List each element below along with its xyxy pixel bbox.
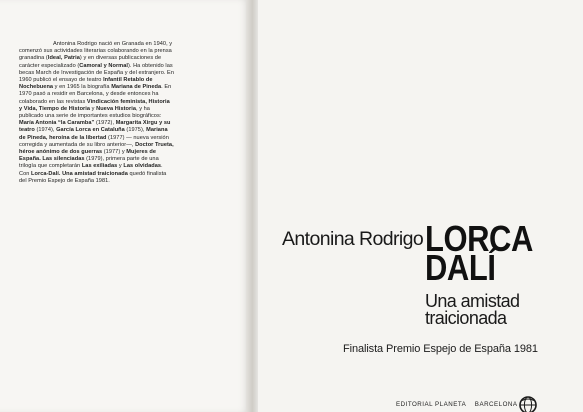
bio-text-run: (1974),	[34, 127, 57, 134]
bio-title-run: Doctor Trueta, héroe anónimo de dos guerras	[19, 141, 174, 156]
author-name: Antonina Rodrigo	[282, 228, 424, 250]
book-title	[425, 218, 533, 288]
bio-text-run: y	[117, 163, 124, 170]
subtitle-line-1: Una amistad	[425, 291, 520, 311]
bio-title-run: Ideal, Patria	[47, 55, 80, 62]
author-biography	[19, 41, 174, 185]
bio-text-run: . Con	[19, 163, 163, 177]
planeta-globe-logo-icon	[517, 394, 539, 412]
bio-text-run: (1977) y	[102, 149, 127, 156]
bio-text-run: quedó finalista del Premio Espejo de España 1981.	[19, 170, 167, 184]
subtitle-line-2: traicionada	[425, 308, 507, 328]
bio-title-run: Las olvidadas	[123, 163, 162, 170]
bio-title-run: Las exiliadas	[81, 163, 118, 170]
bio-text-run: (1972),	[94, 120, 116, 127]
title-line-2: DALÍ	[425, 247, 496, 288]
bio-text-run: (1975),	[124, 127, 147, 134]
biography-paragraph	[19, 41, 174, 185]
bio-title-run: Vindicación feminista, Historia y Vida, Tiempo de Historia	[19, 98, 170, 112]
bio-text-run: ) y en diversas publicaciones de carácter especializado (	[19, 55, 162, 69]
bio-title-run: Mariana de Pineda	[111, 84, 162, 91]
prize-note: Finalista Premio Espejo de España 1981	[343, 343, 538, 355]
bio-title-run: Mujeres de España. Las silenciadas	[19, 149, 157, 163]
bio-title-run: Lorca-Dalí. Una amistad traicionada	[31, 170, 128, 177]
title-line-1: LORCA	[425, 218, 533, 259]
bio-text-run: y	[90, 105, 97, 112]
bio-title-run: Mariana de Pineda, heroína de la libertad	[19, 127, 168, 141]
bio-text-run: . En 1970 pasó a residir en Barcelona, y desde entonces ha colaborado en las revistas	[19, 84, 172, 105]
bio-title-run: Margarita Xirgu y su teatro	[19, 120, 171, 134]
bio-title-run: María Antonia “la Caramba”	[19, 120, 95, 127]
publisher-imprint: EDITORIAL PLANETA BARCELONA	[396, 401, 518, 408]
book-subtitle	[425, 293, 519, 327]
bio-text-run: (1977) — nueva versión corregida y aumentada de su libro anterior—,	[19, 134, 169, 148]
bio-title-run: García Lorca en Cataluña	[56, 127, 125, 134]
left-page	[0, 0, 249, 412]
bio-title-run: Infantil Retablo de Nochebuena	[19, 77, 153, 91]
bio-title-run: Camoral y Normal	[79, 62, 128, 69]
bio-title-run: Nueva Historia	[96, 105, 136, 112]
bio-text-run: (1979), primera parte de una trilogía que completarán	[19, 156, 159, 170]
bio-text-run: Antonina Rodrigo nació en Granada en 1940, y comenzó sus actividades literarias colaborando en la prensa granadina (	[19, 41, 173, 62]
bio-text-run: , y ha publicado una serie de importantes estudios biográficos:	[19, 105, 162, 120]
bio-text-run: ). Ha obtenido las becas March de Investigación de España y del extranjero. En 1960 publicó el ensayo de teatro	[19, 62, 175, 84]
bio-text-run: y en 1965 la biografía	[53, 84, 112, 91]
